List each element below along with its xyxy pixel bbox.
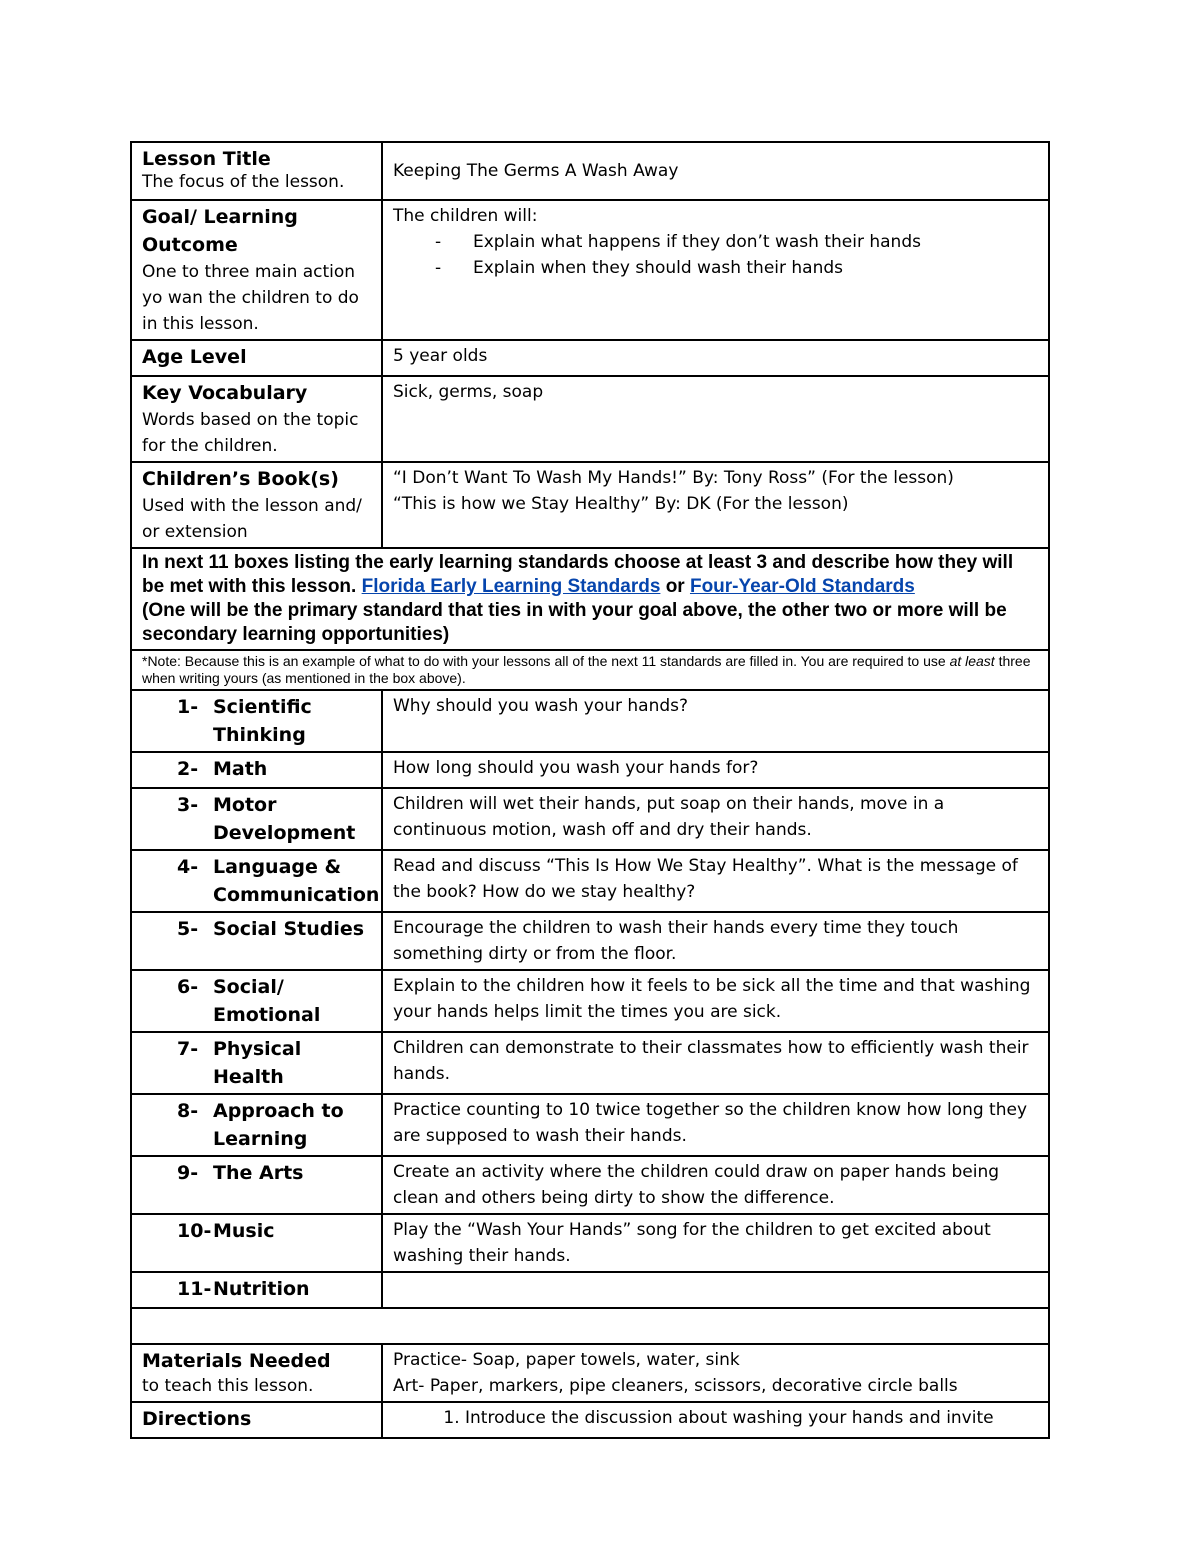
standards-header-cell xyxy=(131,548,1049,650)
standard-name-cell xyxy=(131,1214,382,1272)
books-row xyxy=(131,462,1049,548)
vocab-row xyxy=(131,376,1049,462)
goal-value-cell xyxy=(382,200,1049,340)
books-description: Used with the lesson and/ or extension xyxy=(142,496,362,542)
standard-number: 8- xyxy=(177,1100,199,1122)
vocab-value: Sick, germs, soap xyxy=(393,382,544,402)
note-cell xyxy=(131,650,1049,690)
standard-number: 11- xyxy=(177,1278,212,1300)
goal-intro: The children will: xyxy=(393,206,538,226)
goal-item: - Explain what happens if they don’t wash their hands xyxy=(435,229,1038,255)
standard-row xyxy=(131,1094,1049,1156)
standard-number: 9- xyxy=(177,1162,199,1184)
standard-description: Children can demonstrate to their classmates how to efficiently wash their hands. xyxy=(393,1038,1029,1084)
standard-name: Approach to Learning xyxy=(213,1100,344,1150)
standard-number: 2- xyxy=(177,758,199,780)
standard-description: Play the “Wash Your Hands” song for the children to get excited about washing their hands. xyxy=(393,1220,991,1266)
books-value-cell xyxy=(382,462,1049,548)
age-label: Age Level xyxy=(142,346,247,368)
standard-desc-cell xyxy=(382,690,1049,752)
standard-description: How long should you wash your hands for? xyxy=(393,758,759,778)
standard-description: Explain to the children how it feels to be sick all the time and that washing your hands helps limit the times you are sick. xyxy=(393,976,1031,1022)
age-value: 5 year olds xyxy=(393,346,488,366)
standard-desc-cell xyxy=(382,850,1049,912)
lesson-plan-table xyxy=(130,141,1050,1439)
note-text: *Note: Because this is an example of what to do with your lessons all of the next 11 standards are filled in. You are required to use xyxy=(142,653,946,669)
materials-row xyxy=(131,1344,1049,1402)
standard-name: Language & Communication xyxy=(213,856,380,906)
standard-name-cell xyxy=(131,970,382,1032)
standard-name: Music xyxy=(213,1220,275,1242)
lesson-title-value-cell xyxy=(382,142,1049,200)
goal-label-cell xyxy=(131,200,382,340)
standard-name-cell xyxy=(131,1156,382,1214)
standard-number: 6- xyxy=(177,976,199,998)
standard-description: Create an activity where the children could draw on paper hands being clean and others being dirty to show the difference. xyxy=(393,1162,1000,1208)
standard-description: Read and discuss “This Is How We Stay Healthy”. What is the message of the book? How do we stay healthy? xyxy=(393,856,1018,902)
standard-name-cell xyxy=(131,1272,382,1308)
directions-list xyxy=(393,1405,1038,1431)
standard-desc-cell xyxy=(382,970,1049,1032)
materials-line: Practice- Soap, paper towels, water, sink xyxy=(393,1350,740,1370)
standard-number: 4- xyxy=(177,856,199,878)
materials-value-cell xyxy=(382,1344,1049,1402)
standard-row xyxy=(131,850,1049,912)
standard-desc-cell xyxy=(382,788,1049,850)
book-line: “This is how we Stay Healthy” By: DK (For the lesson) xyxy=(393,494,849,514)
standards-or: or xyxy=(665,576,685,597)
standards-instructions: In next 11 boxes listing the early learning standards choose at least 3 and describe how they will be met with this lesson. xyxy=(142,552,1014,597)
standard-desc-cell xyxy=(382,1156,1049,1214)
standard-row xyxy=(131,690,1049,752)
standard-name-cell xyxy=(131,752,382,788)
standard-desc-cell xyxy=(382,752,1049,788)
books-label: Children’s Book(s) xyxy=(142,468,339,490)
standard-name-cell xyxy=(131,1094,382,1156)
book-line: “I Don’t Want To Wash My Hands!” By: Tony Ross” (For the lesson) xyxy=(393,468,954,488)
standard-desc-cell xyxy=(382,1214,1049,1272)
standard-name-cell xyxy=(131,690,382,752)
standard-name: Social/ Emotional xyxy=(213,976,321,1026)
blank-cell xyxy=(131,1308,1049,1344)
lesson-plan-page xyxy=(130,141,1048,1439)
goal-label: Goal/ Learning Outcome xyxy=(142,206,298,256)
standard-name-cell xyxy=(131,850,382,912)
lesson-title-label: Lesson Title xyxy=(142,148,271,170)
standard-name: Motor Development xyxy=(213,794,356,844)
standard-row xyxy=(131,752,1049,788)
directions-row xyxy=(131,1402,1049,1438)
standard-desc-cell xyxy=(382,1032,1049,1094)
standard-row xyxy=(131,1156,1049,1214)
note-emphasis: at least xyxy=(949,653,995,669)
standard-number: 5- xyxy=(177,918,199,940)
age-row xyxy=(131,340,1049,376)
directions-label-cell xyxy=(131,1402,382,1438)
blank-row xyxy=(131,1308,1049,1344)
standard-name-cell xyxy=(131,912,382,970)
goal-row xyxy=(131,200,1049,340)
standard-desc-cell xyxy=(382,1094,1049,1156)
materials-label: Materials Needed xyxy=(142,1350,331,1372)
standard-desc-cell xyxy=(382,912,1049,970)
standard-row xyxy=(131,788,1049,850)
materials-line: Art- Paper, markers, pipe cleaners, scissors, decorative circle balls xyxy=(393,1376,958,1396)
standard-row xyxy=(131,1032,1049,1094)
standard-name: Scientific Thinking xyxy=(213,696,312,746)
materials-description: to teach this lesson. xyxy=(142,1376,314,1396)
books-label-cell xyxy=(131,462,382,548)
age-value-cell xyxy=(382,340,1049,376)
standard-name-cell xyxy=(131,788,382,850)
standard-row xyxy=(131,1214,1049,1272)
lesson-title-row xyxy=(131,142,1049,200)
lesson-title-value: Keeping The Germs A Wash Away xyxy=(393,161,679,181)
lesson-title-label-cell xyxy=(131,142,382,200)
vocab-description: Words based on the topic for the children. xyxy=(142,410,359,456)
directions-label: Directions xyxy=(142,1408,252,1430)
lesson-title-description: The focus of the lesson. xyxy=(142,172,345,192)
standard-number: 7- xyxy=(177,1038,199,1060)
goal-list xyxy=(393,229,1038,281)
standards-primary-note: (One will be the primary standard that ties in with your goal above, the other two or more will be secondary learning opportunities) xyxy=(142,600,1007,645)
standard-number: 3- xyxy=(177,794,199,816)
vocab-label-cell xyxy=(131,376,382,462)
standard-name: The Arts xyxy=(213,1162,304,1184)
vocab-label: Key Vocabulary xyxy=(142,382,308,404)
standard-row xyxy=(131,970,1049,1032)
directions-value-cell xyxy=(382,1402,1049,1438)
standard-name: Social Studies xyxy=(213,918,365,940)
goal-description: One to three main action yo wan the children to do in this lesson. xyxy=(142,262,359,334)
standard-name: Physical Health xyxy=(213,1038,302,1088)
standard-description: Practice counting to 10 twice together so the children know how long they are supposed to wash their hands. xyxy=(393,1100,1028,1146)
standard-description: Children will wet their hands, put soap on their hands, move in a continuous motion, wash off and dry their hands. xyxy=(393,794,945,840)
standard-description: Why should you wash your hands? xyxy=(393,696,689,716)
four-year-old-standards-link[interactable]: Four-Year-Old Standards xyxy=(689,576,915,597)
standard-description: Encourage the children to wash their hands every time they touch something dirty or from the floor. xyxy=(393,918,959,964)
direction-step: 1. Introduce the discussion about washing your hands and invite xyxy=(465,1405,1038,1431)
note-text-end: three when writing yours (as mentioned in the box above). xyxy=(142,653,1031,686)
standard-name: Math xyxy=(213,758,268,780)
standard-name-cell xyxy=(131,1032,382,1094)
standard-row xyxy=(131,912,1049,970)
goal-item: - Explain when they should wash their hands xyxy=(435,255,1038,281)
note-row xyxy=(131,650,1049,690)
florida-standards-link[interactable]: Florida Early Learning Standards xyxy=(361,576,661,597)
standard-row xyxy=(131,1272,1049,1308)
standard-number: 1- xyxy=(177,696,199,718)
standard-name: Nutrition xyxy=(213,1278,310,1300)
standard-number: 10- xyxy=(177,1220,212,1242)
standard-desc-cell xyxy=(382,1272,1049,1308)
standards-header-row xyxy=(131,548,1049,650)
materials-label-cell xyxy=(131,1344,382,1402)
age-label-cell xyxy=(131,340,382,376)
vocab-value-cell xyxy=(382,376,1049,462)
